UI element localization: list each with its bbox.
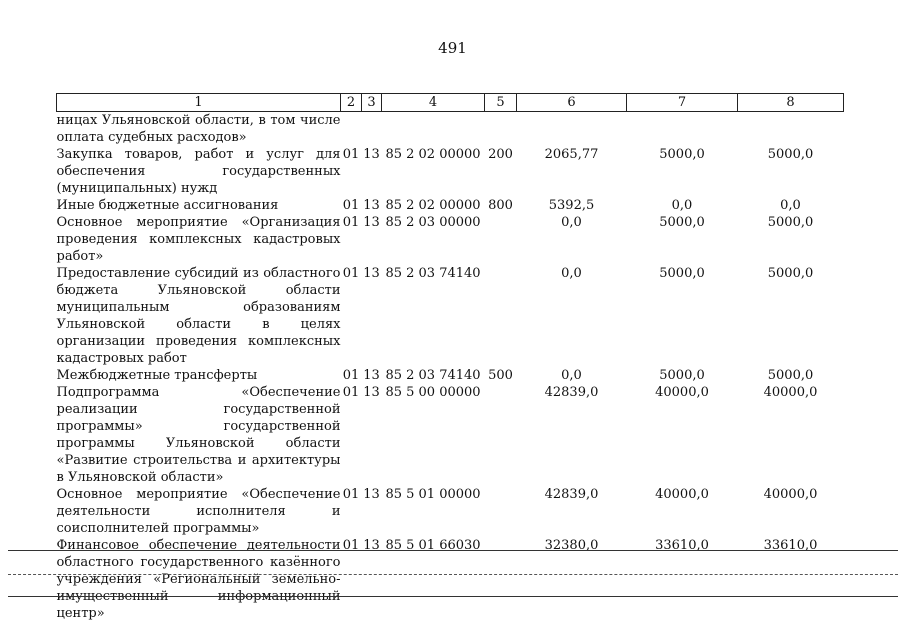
row-subsection: 13: [363, 368, 380, 383]
row-target-code: 85 2 03 74140: [385, 368, 481, 383]
table-row: [57, 197, 844, 214]
header-col-1: 1: [57, 94, 341, 112]
row-name: Подпрограмма «Обеспечение реализации государственной программы» государственной программы Ульяновской области «Развитие строительства и архитектуры в Ульяновской области»: [56, 385, 341, 485]
row-value-col8: 5000,0: [767, 368, 814, 383]
header-col-8: 8: [738, 94, 844, 112]
row-subsection: 13: [363, 215, 380, 230]
row-name: Закупка товаров, работ и услуг для обеспечения государственных (муниципальных) нужд: [56, 147, 341, 196]
row-name: Основное мероприятие «Организация проведения комплексных кадастровых работ»: [56, 215, 341, 264]
row-target-code: 85 2 02 00000: [385, 147, 481, 162]
row-value-col7: 33610,0: [655, 538, 709, 553]
header-col-3: 3: [362, 94, 382, 112]
row-value-col6: 42839,0: [544, 385, 599, 400]
row-name: Межбюджетные трансферты: [56, 368, 258, 383]
header-col-2: 2: [341, 94, 362, 112]
row-subsection: 13: [363, 266, 380, 281]
row-value-col7: 40000,0: [655, 487, 709, 502]
table-row: [57, 265, 844, 367]
row-value-col8: 5000,0: [767, 266, 814, 281]
row-subsection: 13: [363, 538, 380, 553]
row-expense-type: [485, 112, 517, 147]
header-row: [57, 94, 844, 112]
table-row: [57, 384, 844, 486]
row-section: 01: [342, 368, 360, 383]
row-value-col6: 0,0: [561, 368, 582, 383]
row-subsection: 13: [363, 198, 380, 213]
row-expense-type: 800: [488, 198, 513, 213]
row-expense-type: 200: [488, 147, 513, 162]
row-target-code: 85 5 01 00000: [385, 487, 481, 502]
row-expense-type: [485, 265, 517, 367]
header-col-4: 4: [382, 94, 485, 112]
row-target-code: [382, 112, 485, 147]
row-target-code: 85 5 01 66030: [385, 538, 481, 553]
table-row: [57, 486, 844, 537]
row-value-col6: 32380,0: [544, 538, 599, 553]
row-expense-type: 500: [488, 368, 513, 383]
row-value-col7: 5000,0: [659, 368, 705, 383]
row-target-code: 85 2 03 00000: [385, 215, 481, 230]
row-value-col8: 5000,0: [767, 215, 814, 230]
row-section: 01: [342, 198, 360, 213]
row-value-col7: 5000,0: [659, 266, 705, 281]
row-subsection: 13: [363, 385, 380, 400]
row-section: 01: [342, 215, 360, 230]
row-section: 01: [342, 385, 360, 400]
row-value-col7: 0,0: [671, 198, 693, 213]
header-col-6: 6: [517, 94, 627, 112]
row-value-col6: 42839,0: [544, 487, 599, 502]
row-value-col7: 5000,0: [659, 147, 705, 162]
row-expense-type: [485, 214, 517, 265]
table-row: [57, 367, 844, 384]
row-name: Финансовое обеспечение деятельности областного государственного казённого учреждения «Региональный земельно-имущественный информационный центр»: [56, 538, 341, 621]
row-section: [341, 112, 362, 147]
row-subsection: [362, 112, 382, 147]
row-name: ницах Ульяновской области, в том числе оплата судебных расходов»: [56, 113, 341, 145]
row-name: Основное мероприятие «Обеспечение деятельности исполнителя и соисполнителей программы»: [56, 487, 341, 536]
row-value-col8: 5000,0: [767, 147, 814, 162]
row-target-code: 85 2 02 00000: [385, 198, 481, 213]
row-subsection: 13: [363, 147, 380, 162]
row-target-code: 85 2 03 74140: [385, 266, 481, 281]
table-row: [57, 112, 844, 147]
page-number: 491: [438, 39, 467, 57]
row-name: Иные бюджетные ассигнования: [56, 198, 279, 213]
row-value-col6: 2065,77: [544, 147, 599, 162]
scan-cut-lines: [0, 540, 905, 610]
row-section: 01: [342, 266, 360, 281]
row-subsection: 13: [363, 487, 380, 502]
row-section: 01: [342, 487, 360, 502]
table-row: [57, 214, 844, 265]
row-value-col8: [738, 112, 844, 147]
row-value-col6: 5392,5: [548, 198, 595, 213]
row-value-col6: 0,0: [561, 215, 582, 230]
row-value-col8: 40000,0: [763, 385, 818, 400]
row-value-col7: [627, 112, 738, 147]
row-value-col6: [517, 112, 627, 147]
row-value-col8: 33610,0: [763, 538, 818, 553]
row-expense-type: [485, 384, 517, 486]
row-value-col7: 40000,0: [655, 385, 709, 400]
row-name: Предоставление субсидий из областного бюджета Ульяновской области муниципальным образованиям Ульяновской области в целях организации проведения комплексных кадастровых работ: [56, 266, 341, 366]
row-section: 01: [342, 147, 360, 162]
row-value-col8: 40000,0: [763, 487, 818, 502]
header-col-7: 7: [627, 94, 738, 112]
header-col-5: 5: [485, 94, 517, 112]
table-row: [57, 146, 844, 197]
row-target-code: 85 5 00 00000: [385, 385, 481, 400]
row-value-col8: 0,0: [780, 198, 801, 213]
row-section: 01: [342, 538, 360, 553]
row-value-col7: 5000,0: [659, 215, 705, 230]
row-expense-type: [485, 486, 517, 537]
row-value-col6: 0,0: [561, 266, 582, 281]
